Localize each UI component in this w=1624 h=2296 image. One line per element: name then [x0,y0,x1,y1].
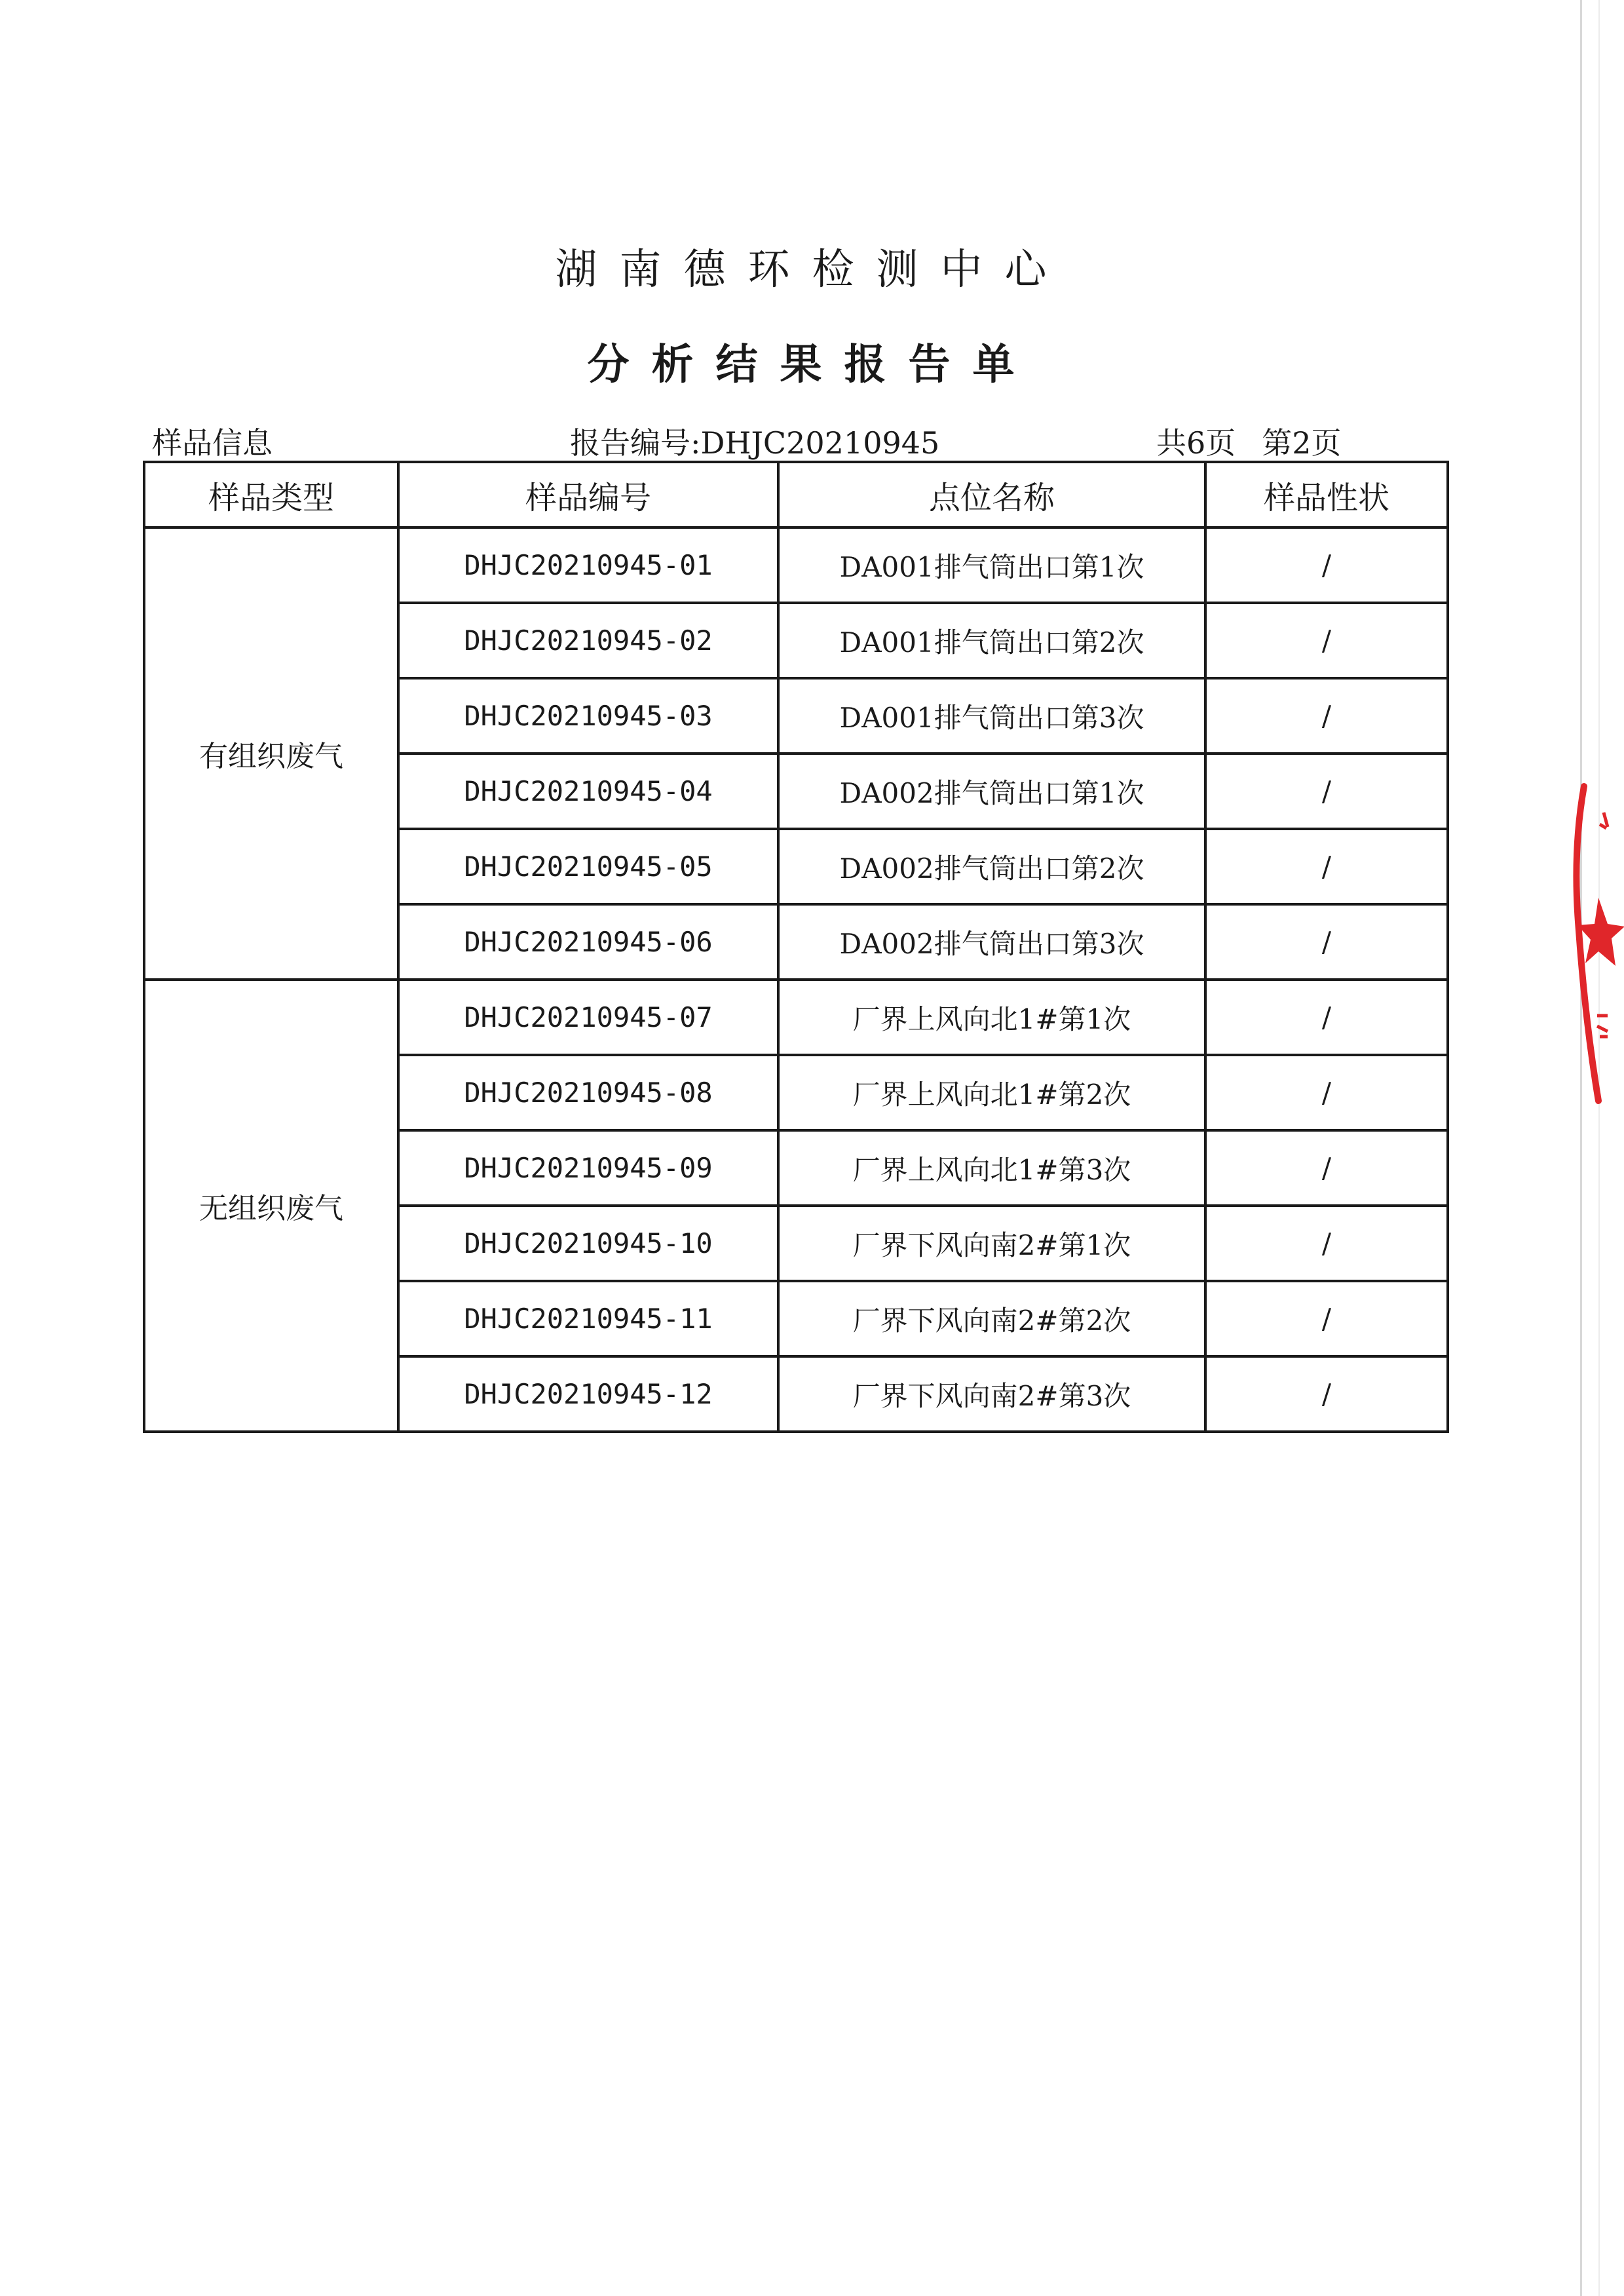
sample-state-cell: / [1205,904,1448,980]
total-pages: 共6页 [1156,425,1236,461]
scan-edge-line-secondary [1598,0,1600,2296]
column-header-sample-state: 样品性状 [1205,462,1448,527]
sample-state-cell: / [1205,829,1448,904]
column-header-point-name: 点位名称 [778,462,1205,527]
sample-code-cell: DHJC20210945-08 [398,1055,778,1130]
sample-type-cell: 有组织废气 [144,527,398,980]
results-table [143,461,1449,1433]
organization-title: 湖南德环检测中心 [555,246,1069,294]
page-indicator [1156,419,1342,463]
point-name-cell: 厂界下风向南2#第3次 [778,1356,1205,1432]
sample-state-cell: / [1205,1356,1448,1432]
seal-star [1577,898,1624,966]
sample-state-cell: / [1205,603,1448,678]
sample-state-cell: / [1205,1055,1448,1130]
sample-code-cell: DHJC20210945-07 [398,980,778,1055]
sample-state-cell: / [1205,980,1448,1055]
sample-state-cell: / [1205,527,1448,603]
report-number [570,419,939,463]
sample-code-cell: DHJC20210945-01 [398,527,778,603]
header-row [144,462,1448,527]
point-name-cell: DA002排气筒出口第1次 [778,754,1205,829]
table-header [144,462,1448,527]
sample-code-cell: DHJC20210945-12 [398,1356,778,1432]
report-number-value: DHJC20210945 [700,425,940,461]
sample-code-cell: DHJC20210945-11 [398,1281,778,1356]
column-header-sample-type: 样品类型 [144,462,398,527]
point-name-cell: DA002排气筒出口第2次 [778,829,1205,904]
sample-code-cell: DHJC20210945-10 [398,1206,778,1281]
section-label: 样品信息 [152,425,273,461]
sample-code-cell: DHJC20210945-03 [398,678,778,754]
sample-state-cell: / [1205,1281,1448,1356]
current-page: 第2页 [1262,425,1342,461]
scan-edge-line [1580,0,1582,2296]
document-title: 分析结果报告单 [587,340,1037,389]
point-name-cell: DA001排气筒出口第3次 [778,678,1205,754]
point-name-cell: 厂界下风向南2#第2次 [778,1281,1205,1356]
sample-type-cell: 无组织废气 [144,980,398,1432]
table-row [144,527,1448,603]
point-name-cell: 厂界上风向北1#第3次 [778,1130,1205,1206]
seal-mark-upper [1600,813,1608,828]
sample-state-cell: / [1205,1206,1448,1281]
seal-mark-lower [1597,1016,1608,1037]
column-header-sample-code: 样品编号 [398,462,778,527]
point-name-cell: 厂界上风向北1#第2次 [778,1055,1205,1130]
table-row [144,980,1448,1055]
table-body [144,527,1448,1432]
point-name-cell: 厂界上风向北1#第1次 [778,980,1205,1055]
point-name-cell: DA001排气筒出口第1次 [778,527,1205,603]
report-number-label: 报告编号: [570,425,701,461]
point-name-cell: DA002排气筒出口第3次 [778,904,1205,980]
sample-code-cell: DHJC20210945-09 [398,1130,778,1206]
sample-state-cell: / [1205,678,1448,754]
sample-code-cell: DHJC20210945-06 [398,904,778,980]
point-name-cell: DA001排气筒出口第2次 [778,603,1205,678]
sample-code-cell: DHJC20210945-05 [398,829,778,904]
red-seal-fragment [1559,773,1624,1114]
point-name-cell: 厂界下风向南2#第1次 [778,1206,1205,1281]
sample-code-cell: DHJC20210945-02 [398,603,778,678]
sample-state-cell: / [1205,754,1448,829]
sample-state-cell: / [1205,1130,1448,1206]
sample-code-cell: DHJC20210945-04 [398,754,778,829]
